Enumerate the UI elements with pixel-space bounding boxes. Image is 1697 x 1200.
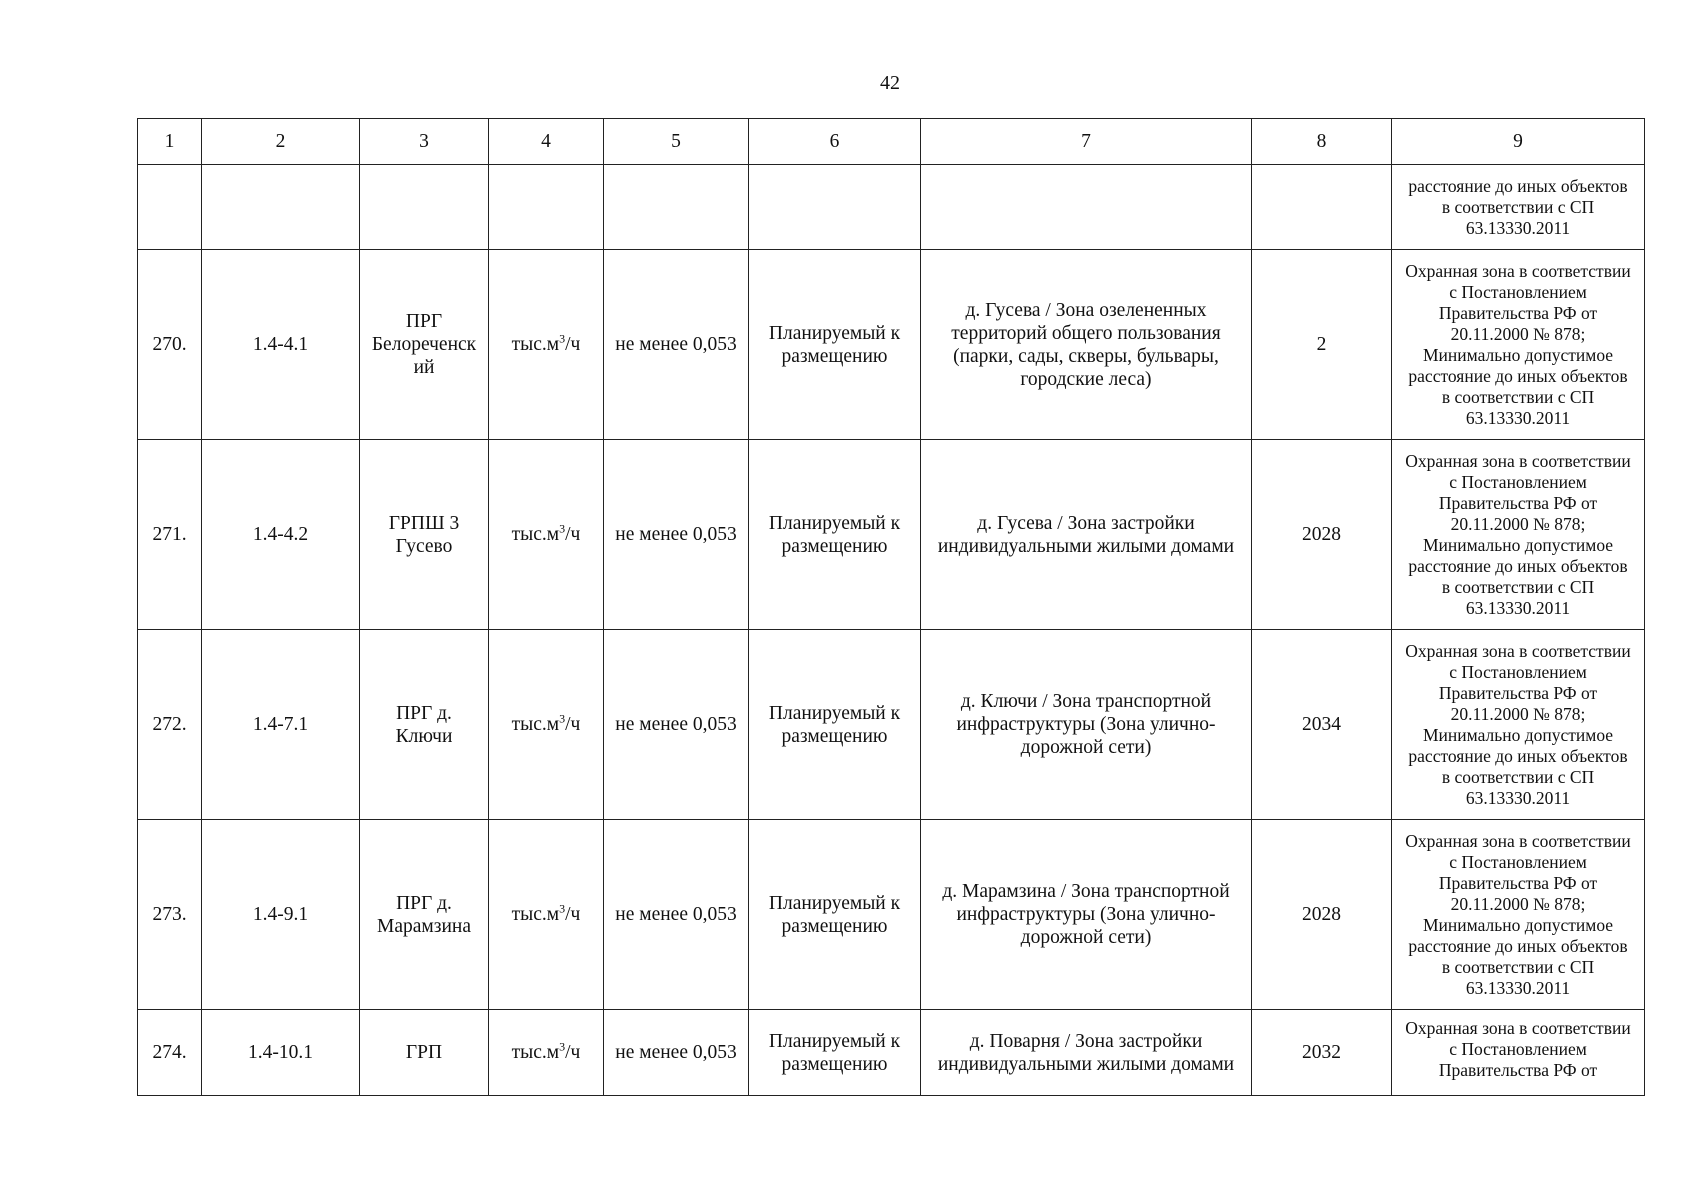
object-code-cell: 1.4-9.1 bbox=[202, 820, 360, 1010]
column-header: 9 bbox=[1392, 119, 1645, 165]
unit-cell bbox=[489, 1010, 604, 1096]
column-header: 8 bbox=[1252, 119, 1392, 165]
note-cell: Охранная зона в соответствии с Постановлением Правительства РФ от 20.11.2000 № 878; Минимально допустимое расстояние до иных объектов в соответствии с СП 63.13330.2011 bbox=[1392, 250, 1645, 440]
unit-superscript: 3 bbox=[559, 1039, 566, 1054]
row-number-cell: 273. bbox=[138, 820, 202, 1010]
capacity-cell: не менее 0,053 bbox=[604, 440, 749, 630]
status-cell: Планируемый к размещению bbox=[749, 820, 921, 1010]
unit-tail: /ч bbox=[565, 1042, 581, 1063]
column-header: 6 bbox=[749, 119, 921, 165]
empty-cell bbox=[604, 165, 749, 250]
unit-base: тыс.м bbox=[511, 334, 560, 355]
object-code-cell: 1.4-4.1 bbox=[202, 250, 360, 440]
table-header-row bbox=[138, 119, 1645, 165]
capacity-cell: не менее 0,053 bbox=[604, 1010, 749, 1096]
location-cell: д. Гусева / Зона застройки индивидуальными жилыми домами bbox=[921, 440, 1252, 630]
unit-cell bbox=[489, 440, 604, 630]
empty-cell bbox=[138, 165, 202, 250]
page-number: 42 bbox=[880, 72, 900, 94]
note-cell: Охранная зона в соответствии с Постановлением Правительства РФ от 20.11.2000 № 878; Минимально допустимое расстояние до иных объектов в соответствии с СП 63.13330.2011 bbox=[1392, 820, 1645, 1010]
continuation-note-cell: расстояние до иных объектов в соответствии с СП 63.13330.2011 bbox=[1392, 165, 1645, 250]
object-name-cell: ПРГ д. Ключи bbox=[360, 630, 489, 820]
unit-cell bbox=[489, 250, 604, 440]
year-cell: 2034 bbox=[1252, 630, 1392, 820]
status-cell: Планируемый к размещению bbox=[749, 630, 921, 820]
year-cell: 2028 bbox=[1252, 820, 1392, 1010]
column-header: 7 bbox=[921, 119, 1252, 165]
capacity-cell: не менее 0,053 bbox=[604, 630, 749, 820]
column-header: 2 bbox=[202, 119, 360, 165]
row-number-cell: 274. bbox=[138, 1010, 202, 1096]
status-cell: Планируемый к размещению bbox=[749, 1010, 921, 1096]
note-cell: Охранная зона в соответствии с Постановлением Правительства РФ от bbox=[1392, 1010, 1645, 1096]
status-cell: Планируемый к размещению bbox=[749, 250, 921, 440]
row-number-cell: 272. bbox=[138, 630, 202, 820]
column-header: 1 bbox=[138, 119, 202, 165]
object-name-cell: ПРГ Белореченск ий bbox=[360, 250, 489, 440]
continuation-row bbox=[138, 165, 1645, 250]
unit-superscript: 3 bbox=[559, 901, 566, 916]
table-row bbox=[138, 250, 1645, 440]
year-cell: 2032 bbox=[1252, 1010, 1392, 1096]
location-cell: д. Ключи / Зона транспортной инфраструктуры (Зона улично- дорожной сети) bbox=[921, 630, 1252, 820]
unit-superscript: 3 bbox=[559, 711, 566, 726]
unit-cell bbox=[489, 630, 604, 820]
status-cell: Планируемый к размещению bbox=[749, 440, 921, 630]
object-code-cell: 1.4-7.1 bbox=[202, 630, 360, 820]
unit-base: тыс.м bbox=[511, 1042, 560, 1063]
empty-cell bbox=[360, 165, 489, 250]
unit-base: тыс.м bbox=[511, 714, 560, 735]
location-cell: д. Поварня / Зона застройки индивидуальными жилыми домами bbox=[921, 1010, 1252, 1096]
row-number-cell: 270. bbox=[138, 250, 202, 440]
unit-base: тыс.м bbox=[511, 524, 560, 545]
empty-cell bbox=[489, 165, 604, 250]
table-row bbox=[138, 1010, 1645, 1096]
note-cell: Охранная зона в соответствии с Постановлением Правительства РФ от 20.11.2000 № 878; Минимально допустимое расстояние до иных объектов в соответствии с СП 63.13330.2011 bbox=[1392, 440, 1645, 630]
objects-table bbox=[137, 118, 1645, 1096]
row-number-cell: 271. bbox=[138, 440, 202, 630]
unit-superscript: 3 bbox=[559, 521, 566, 536]
unit-tail: /ч bbox=[565, 334, 581, 355]
object-code-cell: 1.4-10.1 bbox=[202, 1010, 360, 1096]
object-name-cell: ГРП bbox=[360, 1010, 489, 1096]
unit-tail: /ч bbox=[565, 714, 581, 735]
year-cell: 2028 bbox=[1252, 440, 1392, 630]
unit-base: тыс.м bbox=[511, 904, 560, 925]
location-cell: д. Марамзина / Зона транспортной инфраструктуры (Зона улично- дорожной сети) bbox=[921, 820, 1252, 1010]
table-row bbox=[138, 630, 1645, 820]
unit-superscript: 3 bbox=[559, 331, 566, 346]
table-row bbox=[138, 820, 1645, 1010]
capacity-cell: не менее 0,053 bbox=[604, 820, 749, 1010]
unit-tail: /ч bbox=[565, 904, 581, 925]
column-header: 3 bbox=[360, 119, 489, 165]
unit-cell bbox=[489, 820, 604, 1010]
capacity-cell: не менее 0,053 bbox=[604, 250, 749, 440]
empty-cell bbox=[749, 165, 921, 250]
table-row bbox=[138, 440, 1645, 630]
column-header: 4 bbox=[489, 119, 604, 165]
empty-cell bbox=[202, 165, 360, 250]
unit-tail: /ч bbox=[565, 524, 581, 545]
year-cell: 2 bbox=[1252, 250, 1392, 440]
empty-cell bbox=[1252, 165, 1392, 250]
object-name-cell: ГРПШ 3 Гусево bbox=[360, 440, 489, 630]
note-cell: Охранная зона в соответствии с Постановлением Правительства РФ от 20.11.2000 № 878; Минимально допустимое расстояние до иных объектов в соответствии с СП 63.13330.2011 bbox=[1392, 630, 1645, 820]
object-code-cell: 1.4-4.2 bbox=[202, 440, 360, 630]
location-cell: д. Гусева / Зона озелененных территорий общего пользования (парки, сады, скверы, бульвары, городские леса) bbox=[921, 250, 1252, 440]
object-name-cell: ПРГ д. Марамзина bbox=[360, 820, 489, 1010]
empty-cell bbox=[921, 165, 1252, 250]
column-header: 5 bbox=[604, 119, 749, 165]
